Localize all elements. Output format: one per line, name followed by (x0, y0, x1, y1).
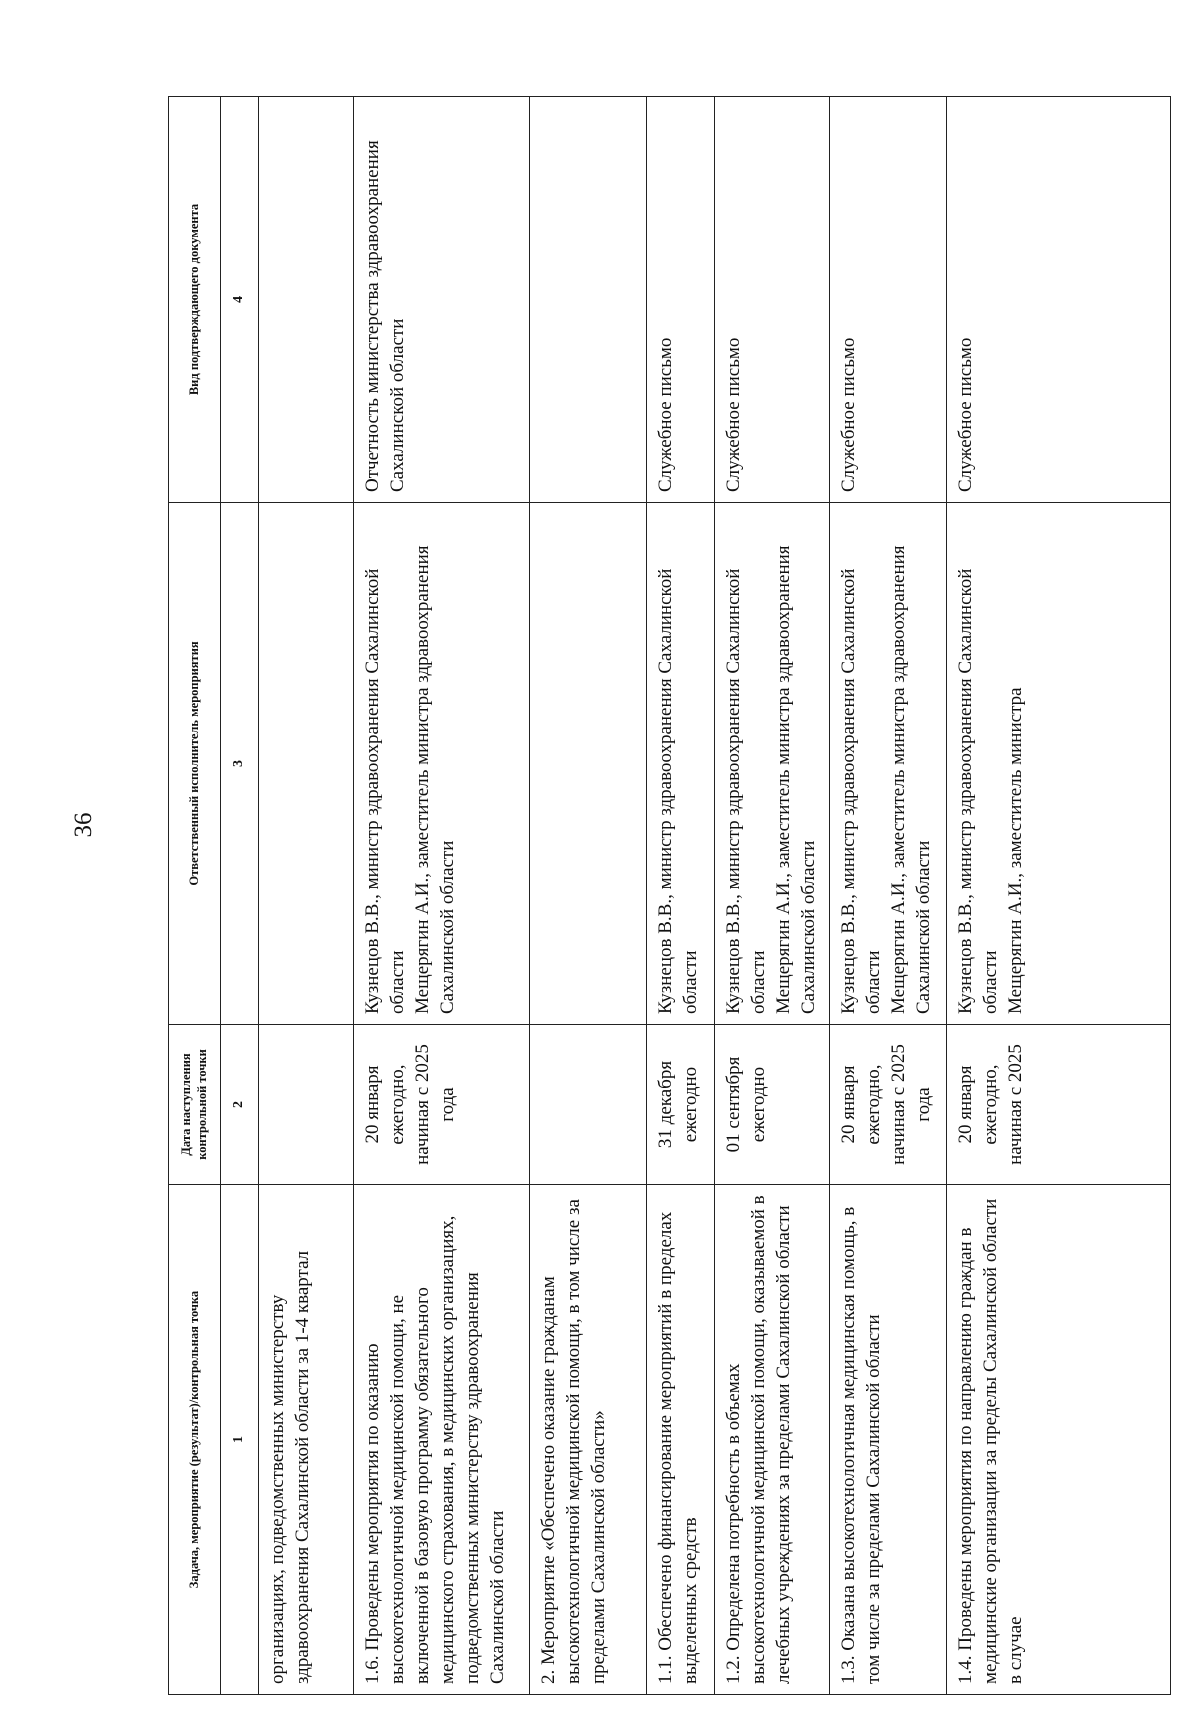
column-number: 4 (221, 97, 259, 503)
executor-cell (715, 503, 830, 1025)
executor-secondary: Мещерягин А.И., заместитель министра здравоохранения Сахалинской области (773, 545, 820, 1014)
header-document: Вид подтверждающего документа (169, 97, 221, 503)
executor-secondary: Мещерягин А.И., заместитель министра здравоохранения Сахалинской области (412, 545, 459, 1014)
table-row (354, 97, 530, 1695)
executor-primary: Кузнецов В.В., министр здравоохранения Сахалинской области (838, 568, 885, 1014)
executor-primary: Кузнецов В.В., министр здравоохранения Сахалинской области (655, 568, 702, 1014)
date-cell (530, 1025, 647, 1185)
task-cell: 1.1. Обеспечено финансирование мероприятий в пределах выделенных средств (647, 1185, 715, 1695)
executor-secondary: Мещерягин А.И., заместитель министра (1005, 687, 1027, 1014)
executor-cell (647, 503, 715, 1025)
task-cell: 1.6. Проведены мероприятия по оказанию высокотехнологичной медицинской помощи, не включенной в базовую программу обязательного медицинского страхования, в медицинских организациях, подведомственных министерству здравоохранения Сахалинской области (354, 1185, 530, 1695)
task-cell: 2. Мероприятие «Обеспечено оказание гражданам высокотехнологичной медицинской помощи, в том числе за пределами Сахалинской области» (530, 1185, 647, 1695)
task-cell: организациях, подведомственных министерству здравоохранения Сахалинской области за 1-4 квартал (259, 1185, 354, 1695)
executor-primary: Кузнецов В.В., министр здравоохранения Сахалинской области (362, 568, 409, 1014)
date-cell (259, 1025, 354, 1185)
executor-cell (830, 503, 947, 1025)
task-cell: 1.3. Оказана высокотехнологичная медицинская помощь, в том числе за пределами Сахалинской области (830, 1185, 947, 1695)
executor-primary: Кузнецов В.В., министр здравоохранения Сахалинской области (723, 568, 770, 1014)
table-row (530, 97, 647, 1695)
table-row (947, 97, 1171, 1695)
executor-primary: Кузнецов В.В., министр здравоохранения Сахалинской области (955, 568, 1002, 1014)
page-number: 36 (70, 812, 97, 838)
header-row (169, 97, 221, 1695)
header-executor: Ответственный исполнитель мероприятия (169, 503, 221, 1025)
task-cell: 1.2. Определена потребность в объемах высокотехнологичной медицинской помощи, оказываемой в лечебных учреждениях за пределами Сахалинской области (715, 1185, 830, 1695)
document-cell: Служебное письмо (830, 97, 947, 503)
document-cell: Служебное письмо (947, 97, 1171, 503)
document-cell (530, 97, 647, 503)
table-row (259, 97, 354, 1695)
executor-secondary: Мещерягин А.И., заместитель министра здравоохранения Сахалинской области (888, 545, 935, 1014)
date-cell: 01 сентября ежегодно (715, 1025, 830, 1185)
rotated-table-container (168, 97, 1171, 1695)
column-number: 2 (221, 1025, 259, 1185)
table-row (647, 97, 715, 1695)
date-cell: 20 января ежегодно, начиная с 2025 года (354, 1025, 530, 1185)
date-cell: 20 января ежегодно, начиная с 2025 (947, 1025, 1171, 1185)
column-number: 1 (221, 1185, 259, 1695)
column-number: 3 (221, 503, 259, 1025)
header-task: Задача, мероприятие (результат)/контрольная точка (169, 1185, 221, 1695)
header-date: Дата наступления контрольной точки (169, 1025, 221, 1185)
control-points-table (168, 96, 1171, 1695)
executor-cell (259, 503, 354, 1025)
document-cell: Служебное письмо (715, 97, 830, 503)
table-row (830, 97, 947, 1695)
column-number-row (221, 97, 259, 1695)
executor-cell (354, 503, 530, 1025)
document-cell (259, 97, 354, 503)
executor-cell (947, 503, 1171, 1025)
table-row (715, 97, 830, 1695)
document-cell: Служебное письмо (647, 97, 715, 503)
task-cell: 1.4. Проведены мероприятия по направлению граждан в медицинские организации за пределы Сахалинской области в случае (947, 1185, 1171, 1695)
date-cell: 20 января ежегодно, начиная с 2025 года (830, 1025, 947, 1185)
executor-cell (530, 503, 647, 1025)
date-cell: 31 декабря ежегодно (647, 1025, 715, 1185)
document-cell: Отчетность министерства здравоохранения Сахалинской области (354, 97, 530, 503)
